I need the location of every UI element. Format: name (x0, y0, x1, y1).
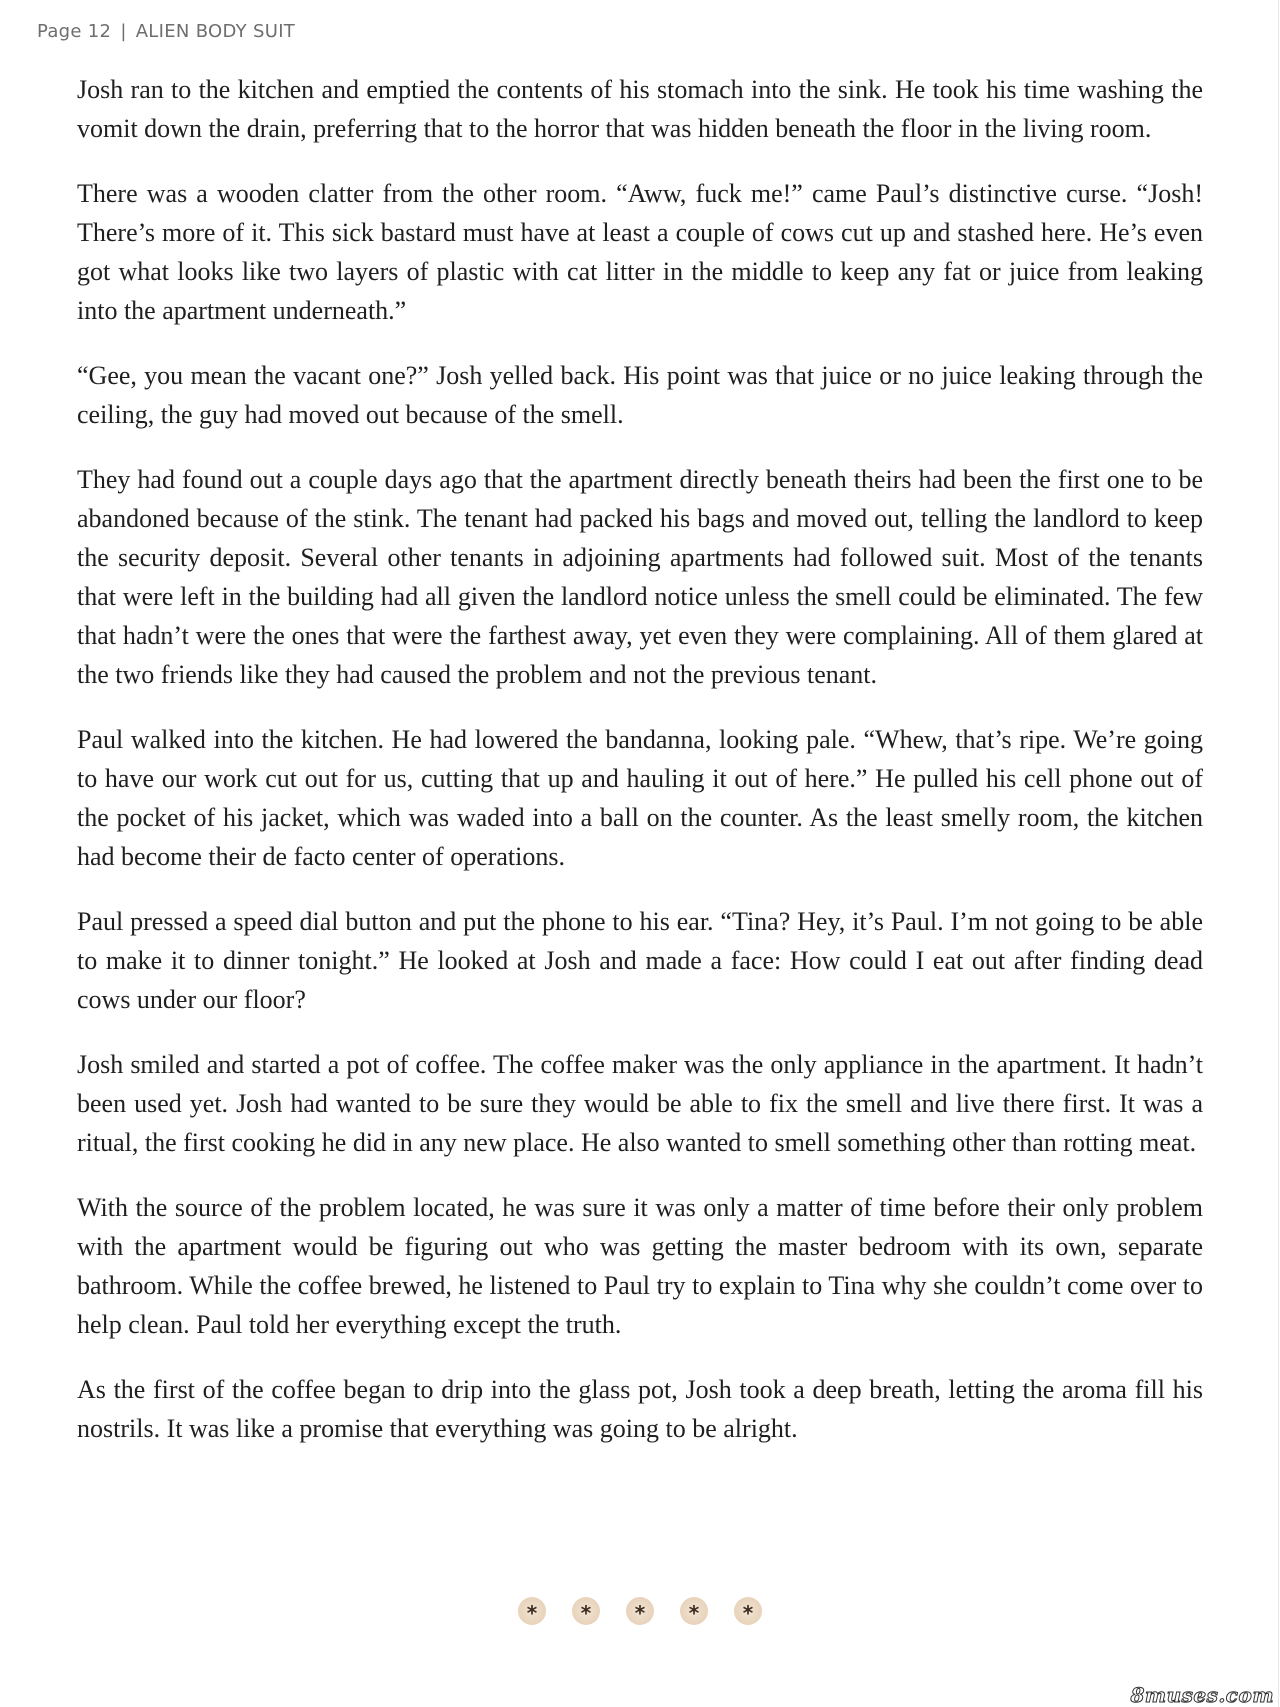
asterisk-ornament-icon: * (518, 1597, 546, 1625)
asterisk-ornament-icon: * (572, 1597, 600, 1625)
paragraph: “Gee, you mean the vacant one?” Josh yelled back. His point was that juice or no juice leaking through the ceiling, the guy had moved out because of the smell. (77, 361, 1203, 429)
watermark: 8muses.com (1130, 1683, 1274, 1707)
paragraph: As the first of the coffee began to drip into the glass pot, Josh took a deep breath, letting the aroma fill his nostrils. It was like a promise that everything was going to be alright. (77, 1375, 1203, 1443)
page-edge-line (1278, 0, 1279, 1707)
book-title: ALIEN BODY SUIT (135, 21, 296, 42)
body-text (77, 70, 1203, 1474)
header-separator: | (120, 21, 127, 42)
paragraph: Paul walked into the kitchen. He had lowered the bandanna, looking pale. “Whew, that’s ripe. We’re going to have our work cut out for us, cutting that up and hauling it out of here.” He pulled his cell phone out of the pocket of his jacket, which was waded into a ball on the counter. As the least smelly room, the kitchen had become their de facto center of operations. (77, 725, 1203, 871)
paragraph: There was a wooden clatter from the other room. “Aww, fuck me!” came Paul’s distinctive curse. “Josh! There’s more of it. This sick bastard must have at least a couple of cows cut up and stashed here. He’s even got what looks like two layers of plastic with cat litter in the middle to keep any fat or juice from leaking into the apartment underneath.” (77, 179, 1203, 325)
running-header (37, 21, 295, 42)
asterisk-ornament-icon: * (680, 1597, 708, 1625)
paragraph: With the source of the problem located, he was sure it was only a matter of time before their only problem with the apartment would be figuring out who was getting the master bedroom with its own, separate bathroom. While the coffee brewed, he listened to Paul try to explain to Tina why she couldn’t come over to help clean. Paul told her everything except the truth. (77, 1193, 1203, 1339)
paragraph: Josh ran to the kitchen and emptied the contents of his stomach into the sink. He took his time washing the vomit down the drain, preferring that to the horror that was hidden beneath the floor in the living room. (77, 75, 1203, 143)
asterisk-ornament-icon: * (626, 1597, 654, 1625)
scene-break (0, 1597, 1280, 1625)
page-number: Page 12 (37, 21, 112, 42)
paragraph: Paul pressed a speed dial button and put the phone to his ear. “Tina? Hey, it’s Paul. I’m not going to be able to make it to dinner tonight.” He looked at Josh and made a face: How could I eat out after finding dead cows under our floor? (77, 907, 1203, 1014)
paragraph: They had found out a couple days ago that the apartment directly beneath theirs had been the first one to be abandoned because of the stink. The tenant had packed his bags and moved out, telling the landlord to keep the security deposit. Several other tenants in adjoining apartments had followed suit. Most of the tenants that were left in the building had all given the landlord notice unless the smell could be eliminated. The few that hadn’t were the ones that were the farthest away, yet even they were complaining. All of them glared at the two friends like they had caused the problem and not the previous tenant. (77, 465, 1203, 689)
paragraph: Josh smiled and started a pot of coffee. The coffee maker was the only appliance in the apartment. It hadn’t been used yet. Josh had wanted to be sure they would be able to fix the smell and live there first. It was a ritual, the first cooking he did in any new place. He also wanted to smell something other than rotting meat. (77, 1050, 1203, 1157)
asterisk-ornament-icon: * (734, 1597, 762, 1625)
